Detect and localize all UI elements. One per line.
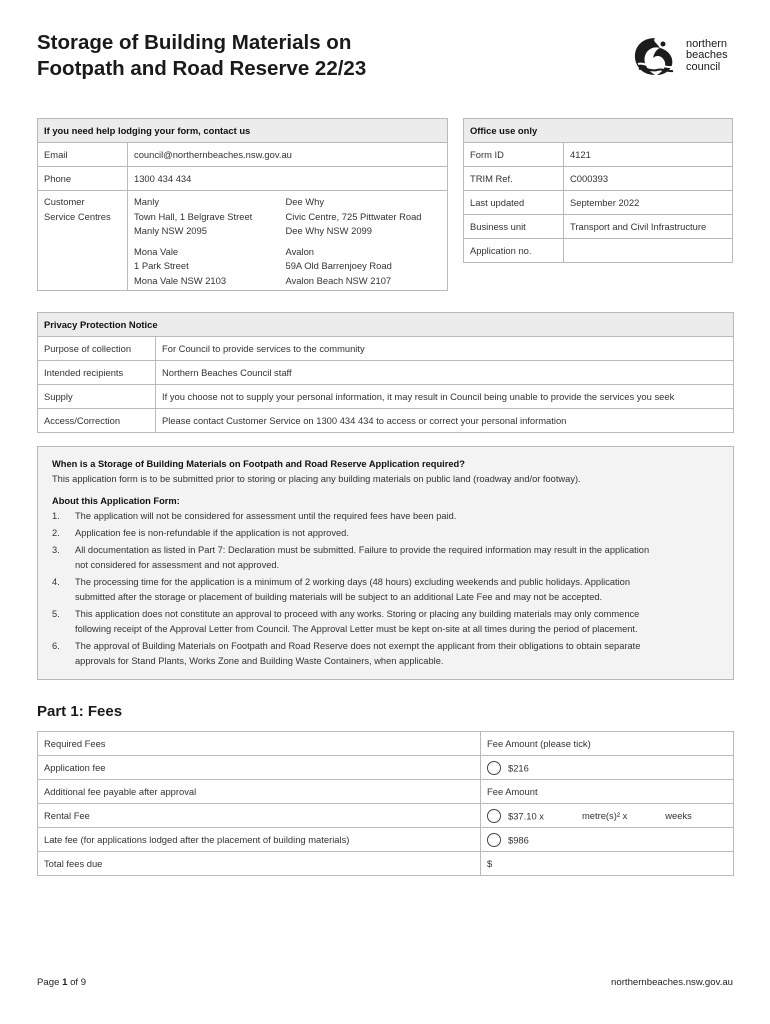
phone-value[interactable]: 1300 434 434 [128, 167, 448, 191]
total-fees-field[interactable]: $ [481, 852, 734, 876]
deewhy-street: Civic Centre, 725 Pittwater Road [285, 210, 422, 222]
privacy-table [37, 312, 734, 433]
list-item-number: 5. [52, 609, 60, 619]
service-centres-col-2 [280, 191, 448, 291]
fee-amount-late: $986 [508, 834, 529, 845]
page-title [37, 30, 366, 82]
office-label-trim-ref: TRIM Ref. [464, 167, 564, 191]
list-item [52, 543, 719, 573]
rental-weeks-label: weeks [665, 810, 692, 821]
service-centres-label-2: Service Centres [44, 210, 111, 222]
privacy-value-purpose: For Council to provide services to the community [156, 337, 734, 361]
fee-label-late: Late fee (for applications lodged after the placement of building materials) [38, 828, 481, 852]
privacy-label-supply: Supply [38, 385, 156, 409]
contact-heading: If you need help lodging your form, contact us [38, 119, 448, 143]
office-value-last-updated: September 2022 [564, 191, 733, 215]
fee-header-additional-amount: Fee Amount [481, 780, 734, 804]
fee-amount-application: $216 [508, 762, 529, 773]
fee-option-late[interactable] [481, 828, 734, 852]
fee-label-additional: Additional fee payable after approval [38, 780, 481, 804]
page-current: 1 [62, 977, 68, 988]
office-label-last-updated: Last updated [464, 191, 564, 215]
list-item-number: 3. [52, 545, 60, 555]
privacy-value-supply: If you choose not to supply your personal information, it may result in Council being unable to provide the services you seek [156, 385, 734, 409]
fee-label-total: Total fees due [38, 852, 481, 876]
email-label: Email [38, 143, 128, 167]
avalon-street: 59A Old Barrenjoey Road [285, 260, 392, 271]
office-value-form-id: 4121 [564, 143, 733, 167]
logo-line-1: northern [686, 37, 727, 50]
email-value[interactable]: council@northernbeaches.nsw.gov.au [128, 143, 448, 167]
page-number [37, 977, 86, 988]
fee-label-application: Application fee [38, 756, 481, 780]
list-item-text: The approval of Building Materials on Footpath and Road Reserve does not exempt the applicant from their obligations to obtain separate [75, 641, 641, 651]
privacy-label-purpose: Purpose of collection [38, 337, 156, 361]
rental-fee-radio[interactable] [487, 809, 501, 823]
logo-line-2: beaches [686, 49, 728, 62]
office-value-trim-ref: C000393 [564, 167, 733, 191]
list-item-text: This application does not constitute an approval to proceed with any works. Storing or placing any building materials may only commence [75, 609, 640, 619]
list-item [52, 607, 719, 637]
list-item-text: following receipt of the Approval Letter from Council. The Approval Letter must be kept on-site at all times during the period of placement. [75, 624, 638, 634]
info-question-heading: When is a Storage of Building Materials on Footpath and Road Reserve Application required? [52, 459, 465, 469]
fees-header-amount: Fee Amount (please tick) [481, 732, 734, 756]
privacy-label-recipients: Intended recipients [38, 361, 156, 385]
list-item-text: The processing time for the application is a minimum of 2 working days (48 hours) excluding weekends and public holidays. Application [75, 577, 631, 587]
deewhy-address [286, 195, 442, 239]
office-label-application-no: Application no. [464, 239, 564, 263]
list-item-text: Application fee is non-refundable if the application is not approved. [75, 528, 349, 538]
avalon-suburb: Avalon Beach NSW 2107 [285, 274, 392, 286]
list-item-text: All documentation as listed in Part 7: Declaration must be submitted. Failure to provide the required information may result in the application [75, 545, 650, 555]
manly-street: Town Hall, 1 Belgrave Street [134, 210, 253, 222]
office-label-business-unit: Business unit [464, 215, 564, 239]
application-fee-radio[interactable] [487, 761, 501, 775]
privacy-value-access: Please contact Customer Service on 1300 434 434 to access or correct your personal information [156, 409, 734, 433]
part1-heading: Part 1: Fees [37, 703, 123, 720]
avalon-address [286, 245, 442, 289]
list-item-number: 4. [52, 577, 60, 587]
privacy-heading: Privacy Protection Notice [38, 313, 734, 337]
manly-name: Manly [134, 196, 160, 207]
late-fee-radio[interactable] [487, 833, 501, 847]
fee-option-application[interactable] [481, 756, 734, 780]
privacy-label-access: Access/Correction [38, 409, 156, 433]
list-item-text: approvals for Stand Plants, Works Zone and Building Waste Containers, when applicable. [75, 656, 444, 666]
fee-option-rental[interactable] [481, 804, 734, 828]
application-no-field[interactable] [564, 239, 733, 263]
application-info-box [37, 446, 734, 680]
fee-label-rental: Rental Fee [38, 804, 481, 828]
list-item-text: submitted after the storage or placement of building materials will be subject to an additional Late Fee and may not be accepted. [75, 592, 603, 602]
website-link[interactable]: northernbeaches.nsw.gov.au [611, 977, 733, 988]
monavale-street: 1 Park Street [134, 260, 189, 271]
list-item [52, 575, 719, 605]
monavale-name: Mona Vale [134, 245, 179, 257]
monavale-suburb: Mona Vale NSW 2103 [134, 274, 227, 286]
info-question-text: This application form is to be submitted prior to storing or placing any building materials on public land (roadway and/or footway). [52, 474, 581, 484]
fee-amount-rental: $37.10 x [508, 810, 544, 821]
about-form-list [52, 509, 719, 669]
council-logo-icon [630, 34, 680, 78]
office-value-business-unit: Transport and Civil Infrastructure [564, 215, 733, 239]
fees-header-required: Required Fees [38, 732, 481, 756]
logo-line-3: council [686, 60, 721, 73]
list-item-number: 1. [52, 511, 60, 521]
list-item-text: not considered for assessment and not approved. [75, 560, 280, 570]
page-suffix: of 9 [67, 977, 87, 988]
service-centres-col-1 [128, 191, 280, 291]
manly-suburb: Manly NSW 2095 [134, 225, 207, 236]
council-logo [630, 34, 728, 78]
avalon-name: Avalon [285, 245, 314, 257]
manly-address [134, 195, 274, 239]
list-item [52, 526, 719, 541]
list-item-number: 6. [52, 641, 60, 651]
office-use-table [463, 118, 733, 263]
contact-table [37, 118, 448, 291]
phone-label: Phone [38, 167, 128, 191]
list-item-text: The application will not be considered for assessment until the required fees have been paid. [75, 511, 457, 521]
page-prefix: Page [37, 977, 63, 988]
office-label-form-id: Form ID [464, 143, 564, 167]
service-centres-label [38, 191, 128, 291]
monavale-address [134, 245, 274, 289]
list-item [52, 639, 719, 669]
service-centres-label-1: Customer [44, 196, 85, 207]
council-logo-text [686, 39, 728, 74]
deewhy-name: Dee Why [285, 196, 325, 207]
deewhy-suburb: Dee Why NSW 2099 [285, 225, 372, 236]
title-line-2: Footpath and Road Reserve 22/23 [37, 57, 367, 80]
list-item-number: 2. [52, 528, 60, 538]
title-line-1: Storage of Building Materials on [37, 31, 352, 54]
privacy-value-recipients: Northern Beaches Council staff [156, 361, 734, 385]
office-heading: Office use only [464, 119, 733, 143]
rental-metres-label: metre(s)² x [581, 810, 628, 821]
fees-table [37, 731, 734, 876]
list-item [52, 509, 719, 524]
about-form-heading: About this Application Form: [52, 496, 180, 506]
